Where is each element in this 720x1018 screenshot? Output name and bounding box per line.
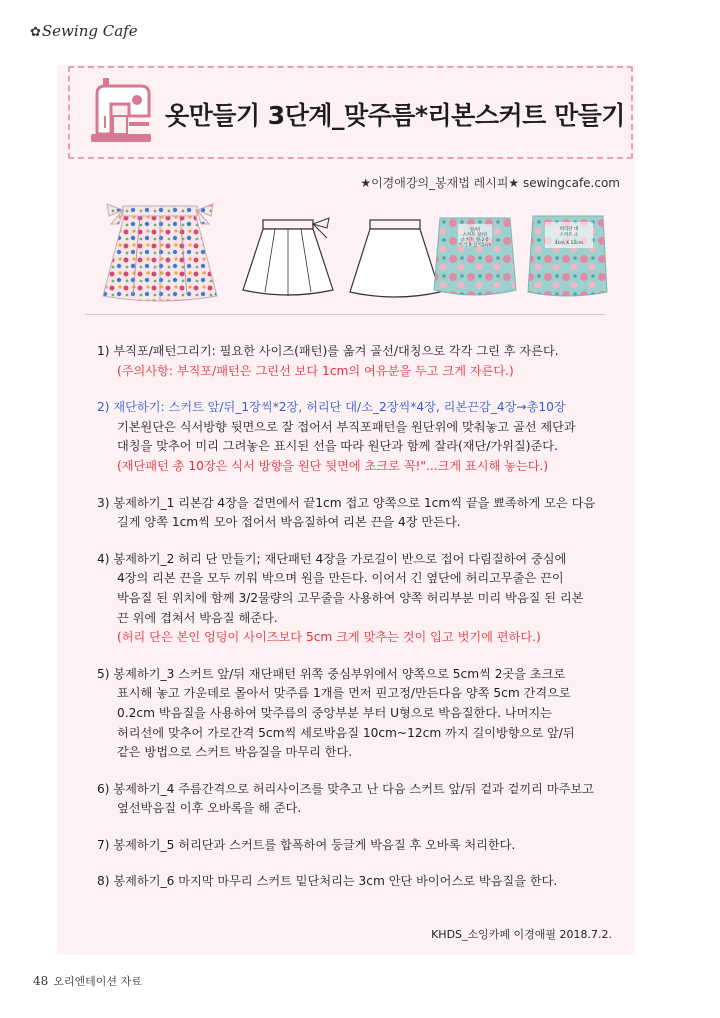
pattern-label-7: 4cm X 12cm <box>554 241 584 246</box>
pattern-label-3: 스커트 앞 2장 <box>461 238 489 243</box>
pattern-label-5: 허리단 대 <box>559 227 579 232</box>
step-line: 3) 봉제하기_1 리본감 4장을 겉면에서 끝1cm 접고 양쪽으로 1cm씩 끝을 뾰족하게 모은 다음 <box>97 495 596 510</box>
divider <box>85 314 605 315</box>
sewing-machine-icon <box>85 76 157 148</box>
step-line: 6) 봉제하기_4 주름간격으로 허리사이즈를 맞추고 난 다음 스커트 앞/뒤 겉과 겉끼리 마주보고 <box>97 781 594 796</box>
skirt-front-sketch <box>235 200 340 310</box>
pattern-label-6: 스커트 소 <box>559 233 579 238</box>
credit-line: ★이경애강의_봉재법 레시피★ sewingcafe.com <box>360 176 620 190</box>
step-item <box>97 398 622 476</box>
step-line: 1) 부직포/패턴그리기: 필요한 사이즈(패턴)를 옮겨 골선/대칭으로 각각 그린 후 자른다. <box>97 344 559 358</box>
floral-skirt-image <box>95 200 225 310</box>
step-line: 7) 봉제하기_5 허리단과 스커트를 합폭하여 둥글게 박음질 후 오바록 처리한다. <box>97 837 516 852</box>
step-line: 8) 봉제하기_6 마지막 마무리 스커트 밑단처리는 3cm 안단 바이어스로 박음질을 한다. <box>97 874 558 889</box>
fabric-pattern-piece-back <box>525 200 610 310</box>
steps-list <box>97 342 622 909</box>
step-line: 0.2cm 박음질을 사용하여 맞주름의 중앙부분 부터 U형으로 박음질한다. 나머지는 <box>117 705 552 720</box>
page-footer <box>33 973 142 989</box>
step-line: 대칭을 맞추어 미리 그려놓은 표시된 선을 따라 원단과 함께 잘라(재단/가위질)준다. <box>117 439 558 454</box>
step-line: (주의사항: 부직포/패턴은 그린선 보다 1cm의 여유분을 두고 크게 자른다.) <box>117 363 514 378</box>
step-line: 2) 재단하기: 스커트 앞/뒤_1장씩*2장, 허리단 대/소_2장씩*4장, 리본끈감_4장→총10장 <box>97 400 566 415</box>
step-line: 같은 방법으로 스커트 박음질을 마무리 한다. <box>117 745 353 760</box>
step-item <box>97 836 622 856</box>
flower-icon: ✿ <box>30 25 41 40</box>
step-item <box>97 342 622 381</box>
pattern-label-2: 스커트 앞/뒤 <box>462 233 488 238</box>
step-line: 옆선박음질 이후 오바록을 해 준다. <box>117 801 302 816</box>
step-line: 길게 양쪽 1cm씩 모아 접어서 박음질하여 리본 끈을 4장 만든다. <box>117 515 461 530</box>
signature: KHDS_소잉카페 이경애필 2018.7.2. <box>431 928 612 941</box>
step-item <box>97 494 622 533</box>
pattern-label-1: 앞/뒤 <box>469 228 481 233</box>
step-item <box>97 665 622 763</box>
page-title: 옷만들기 3단계_맞주름*리본스커트 만들기 <box>165 101 625 130</box>
step-line: 기본원단은 식서방향 뒷면으로 잘 접어서 부직포패턴을 원단위에 맞춰놓고 골선 제단과 <box>117 419 576 434</box>
fabric-pattern-piece-front <box>430 200 520 310</box>
step-line: 표시해 놓고 가운데로 몰아서 맞주름 1개를 먼저 핀고정/만든다음 양쪽 5cm 간격으로 <box>117 686 571 701</box>
step-item <box>97 872 622 892</box>
step-line: 5) 봉제하기_3 스커트 앞/뒤 재단패턴 위쪽 중심부위에서 양쪽으로 5cm씩 2곳을 초크로 <box>97 666 566 681</box>
step-line: 박음질 된 위치에 함께 3/2물량의 고무줄을 사용하여 양쪽 허리부분 미리 박음질 된 리본 <box>117 590 584 605</box>
title-box <box>68 66 633 159</box>
step-line: 4) 봉제하기_2 허리 단 만들기; 재단패턴 4장을 가로길이 반으로 접어 다림질하여 중심에 <box>97 551 567 566</box>
step-item <box>97 780 622 819</box>
step-line: 끈 위에 겹쳐서 박음질 해준다. <box>117 610 278 625</box>
step-line: (허리 단은 본인 엉덩이 사이즈보다 5cm 크게 맞추는 것이 입고 벗기에 편하다.) <box>117 630 541 645</box>
step-line: (재단패턴 총 10장은 식서 방향을 원단 뒷면에 초크로 꼭!"...크게 표시해 놓는다.) <box>117 458 549 473</box>
step-line: 허리선에 맞추어 가로간격 5cm씩 세로박음질 10cm~12cm 까지 길이방향으로 앞/뒤 <box>117 725 575 740</box>
footer-label: 오리엔테이션 자료 <box>53 975 142 988</box>
brand-text: Sewing Cafe <box>41 22 138 40</box>
step-line: 4장의 리본 끈을 모두 끼워 박으며 원을 만든다. 이어서 긴 옆단에 허리고무줄은 끈이 <box>117 571 564 586</box>
page-number: 48 <box>33 974 49 988</box>
step-item <box>97 550 622 648</box>
pattern-label-4: 이거 X 길이5cm <box>458 243 492 248</box>
brand-logo <box>30 22 138 40</box>
